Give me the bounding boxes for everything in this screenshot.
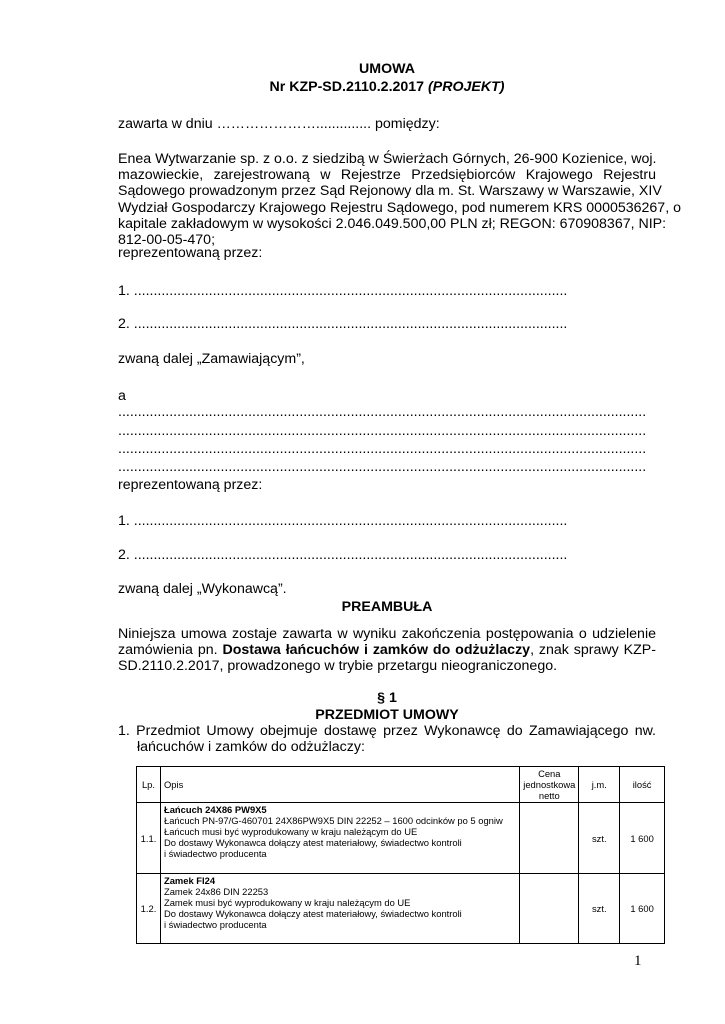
party1-line: 812-00-05-470; (118, 232, 216, 249)
party2-dots-line: ...................................................................................................................................... (118, 404, 647, 420)
row-price (520, 803, 579, 874)
row-lp: 1.1. (137, 803, 161, 874)
party2-representative-1: 1. .............................................................................................................. (118, 513, 568, 529)
row-lp: 1.2. (137, 874, 161, 944)
party2-called: zwaną dalej „Wykonawcą”. (118, 581, 287, 597)
party1-line: Sądowego prowadzonym przez Sąd Rejonowy dla m. St. Warszawy w Warszawie, XIV (118, 183, 662, 200)
party1-description (118, 151, 681, 249)
party2-dots-line: ...................................................................................................................................... (118, 423, 647, 439)
preamble-line: SD.2110.2.2017, prowadzonego w trybie przetargu nieograniczonego. (118, 658, 558, 675)
contract-intro: zawarta w dniu ………………….............. pomiędzy: (118, 116, 440, 132)
header-qty: ilość (620, 767, 665, 803)
row-qty: 1 600 (620, 803, 665, 874)
table-row (137, 803, 665, 874)
party1-representative-2: 2. .............................................................................................................. (118, 316, 568, 332)
row-title: Zamek FI24 (163, 875, 216, 886)
row-title: Łańcuch 24X86 PW9X5 (163, 804, 267, 815)
party2-represented-label: reprezentowaną przez: (118, 477, 263, 493)
row-unit: szt. (579, 874, 620, 944)
contract-number (118, 79, 656, 96)
row-unit: szt. (579, 803, 620, 874)
header-desc: Opis (160, 767, 519, 803)
document-title: UMOWA (359, 61, 415, 77)
party1-called: zwaną dalej „Zamawiającym”, (118, 351, 305, 367)
section1-item1-line: łańcuchów i zamków do odżużlaczy: (137, 739, 365, 756)
party1-represented-label: reprezentowaną przez: (118, 245, 263, 261)
header-lp: Lp. (137, 767, 161, 803)
section1-item1-line: 1. Przedmiot Umowy obejmuje dostawę przez Wykonawcę do Zamawiającego nw. (118, 723, 656, 739)
section1-item1 (118, 723, 656, 755)
party1-line: kapitale zakładowym w wysokości 2.046.049.500,00 PLN zł; REGON: 670908367, NIP: (118, 215, 667, 232)
party2-and: a (118, 388, 126, 404)
contract-number-note: (PROJEKT) (428, 79, 505, 95)
section-number: § 1 (377, 690, 397, 706)
party1-representative-1: 1. .............................................................................................................. (118, 283, 568, 299)
party2-representative-2: 2. .............................................................................................................. (118, 547, 568, 563)
party2-dots-line: ...................................................................................................................................... (118, 459, 647, 475)
header-price: Cena jednostkowa netto (520, 767, 579, 803)
preamble-line: zamówienia pn. Dostawa łańcuchów i zamków do odżużlaczy, znak sprawy KZP- (118, 642, 656, 659)
party1-line: Enea Wytwarzanie sp. z o.o. z siedzibą w Świerżach Górnych, 26-900 Kozienice, woj. (118, 151, 657, 167)
preamble-heading: PREAMBUŁA (341, 599, 433, 615)
tender-name: Dostawa łańcuchów i zamków do odżużlaczy (222, 642, 531, 659)
row-price (520, 874, 579, 944)
row-qty: 1 600 (620, 874, 665, 944)
row-desc: Łańcuch 24X86 PW9X5 Łańcuch PN-97/G-460701 24X86PW9X5 DIN 22252 – 1600 odcinków po 5 ogniw Łańcuch musi być wyprodukowany w kraju należącym do UE Do dostawy Wykonawca dołączy atest materiałowy, świadectwo kontroli i świadectwo producenta (160, 803, 519, 874)
preamble-line: Niniejsza umowa zostaje zawarta w wyniku zakończenia postępowania o udzielenie (118, 626, 656, 642)
row-desc: Zamek FI24 Zamek 24x86 DIN 22253 Zamek musi być wyprodukowany w kraju należącym do UE Do dostawy Wykonawca dołączy atest materiałowy, świadectwo kontroli i świadectwo producenta (160, 874, 519, 944)
table-row (137, 874, 665, 944)
table-header-row (137, 767, 665, 803)
section-heading: PRZEDMIOT UMOWY (315, 707, 459, 723)
items-table (136, 766, 665, 944)
contract-number-text: Nr KZP-SD.2110.2.2017 (269, 79, 425, 95)
page-number: 1 (634, 953, 642, 969)
header-unit: j.m. (579, 767, 620, 803)
preamble-text (118, 626, 656, 675)
party2-dots-line: ...................................................................................................................................... (118, 441, 647, 457)
party1-line: Wydział Gospodarczy Krajowego Rejestru Sądowego, pod numerem KRS 0000536267, o (118, 199, 681, 216)
party1-line: mazowieckie, zarejestrowaną w Rejestrze Przedsiębiorców Krajowego Rejestru (118, 167, 656, 184)
